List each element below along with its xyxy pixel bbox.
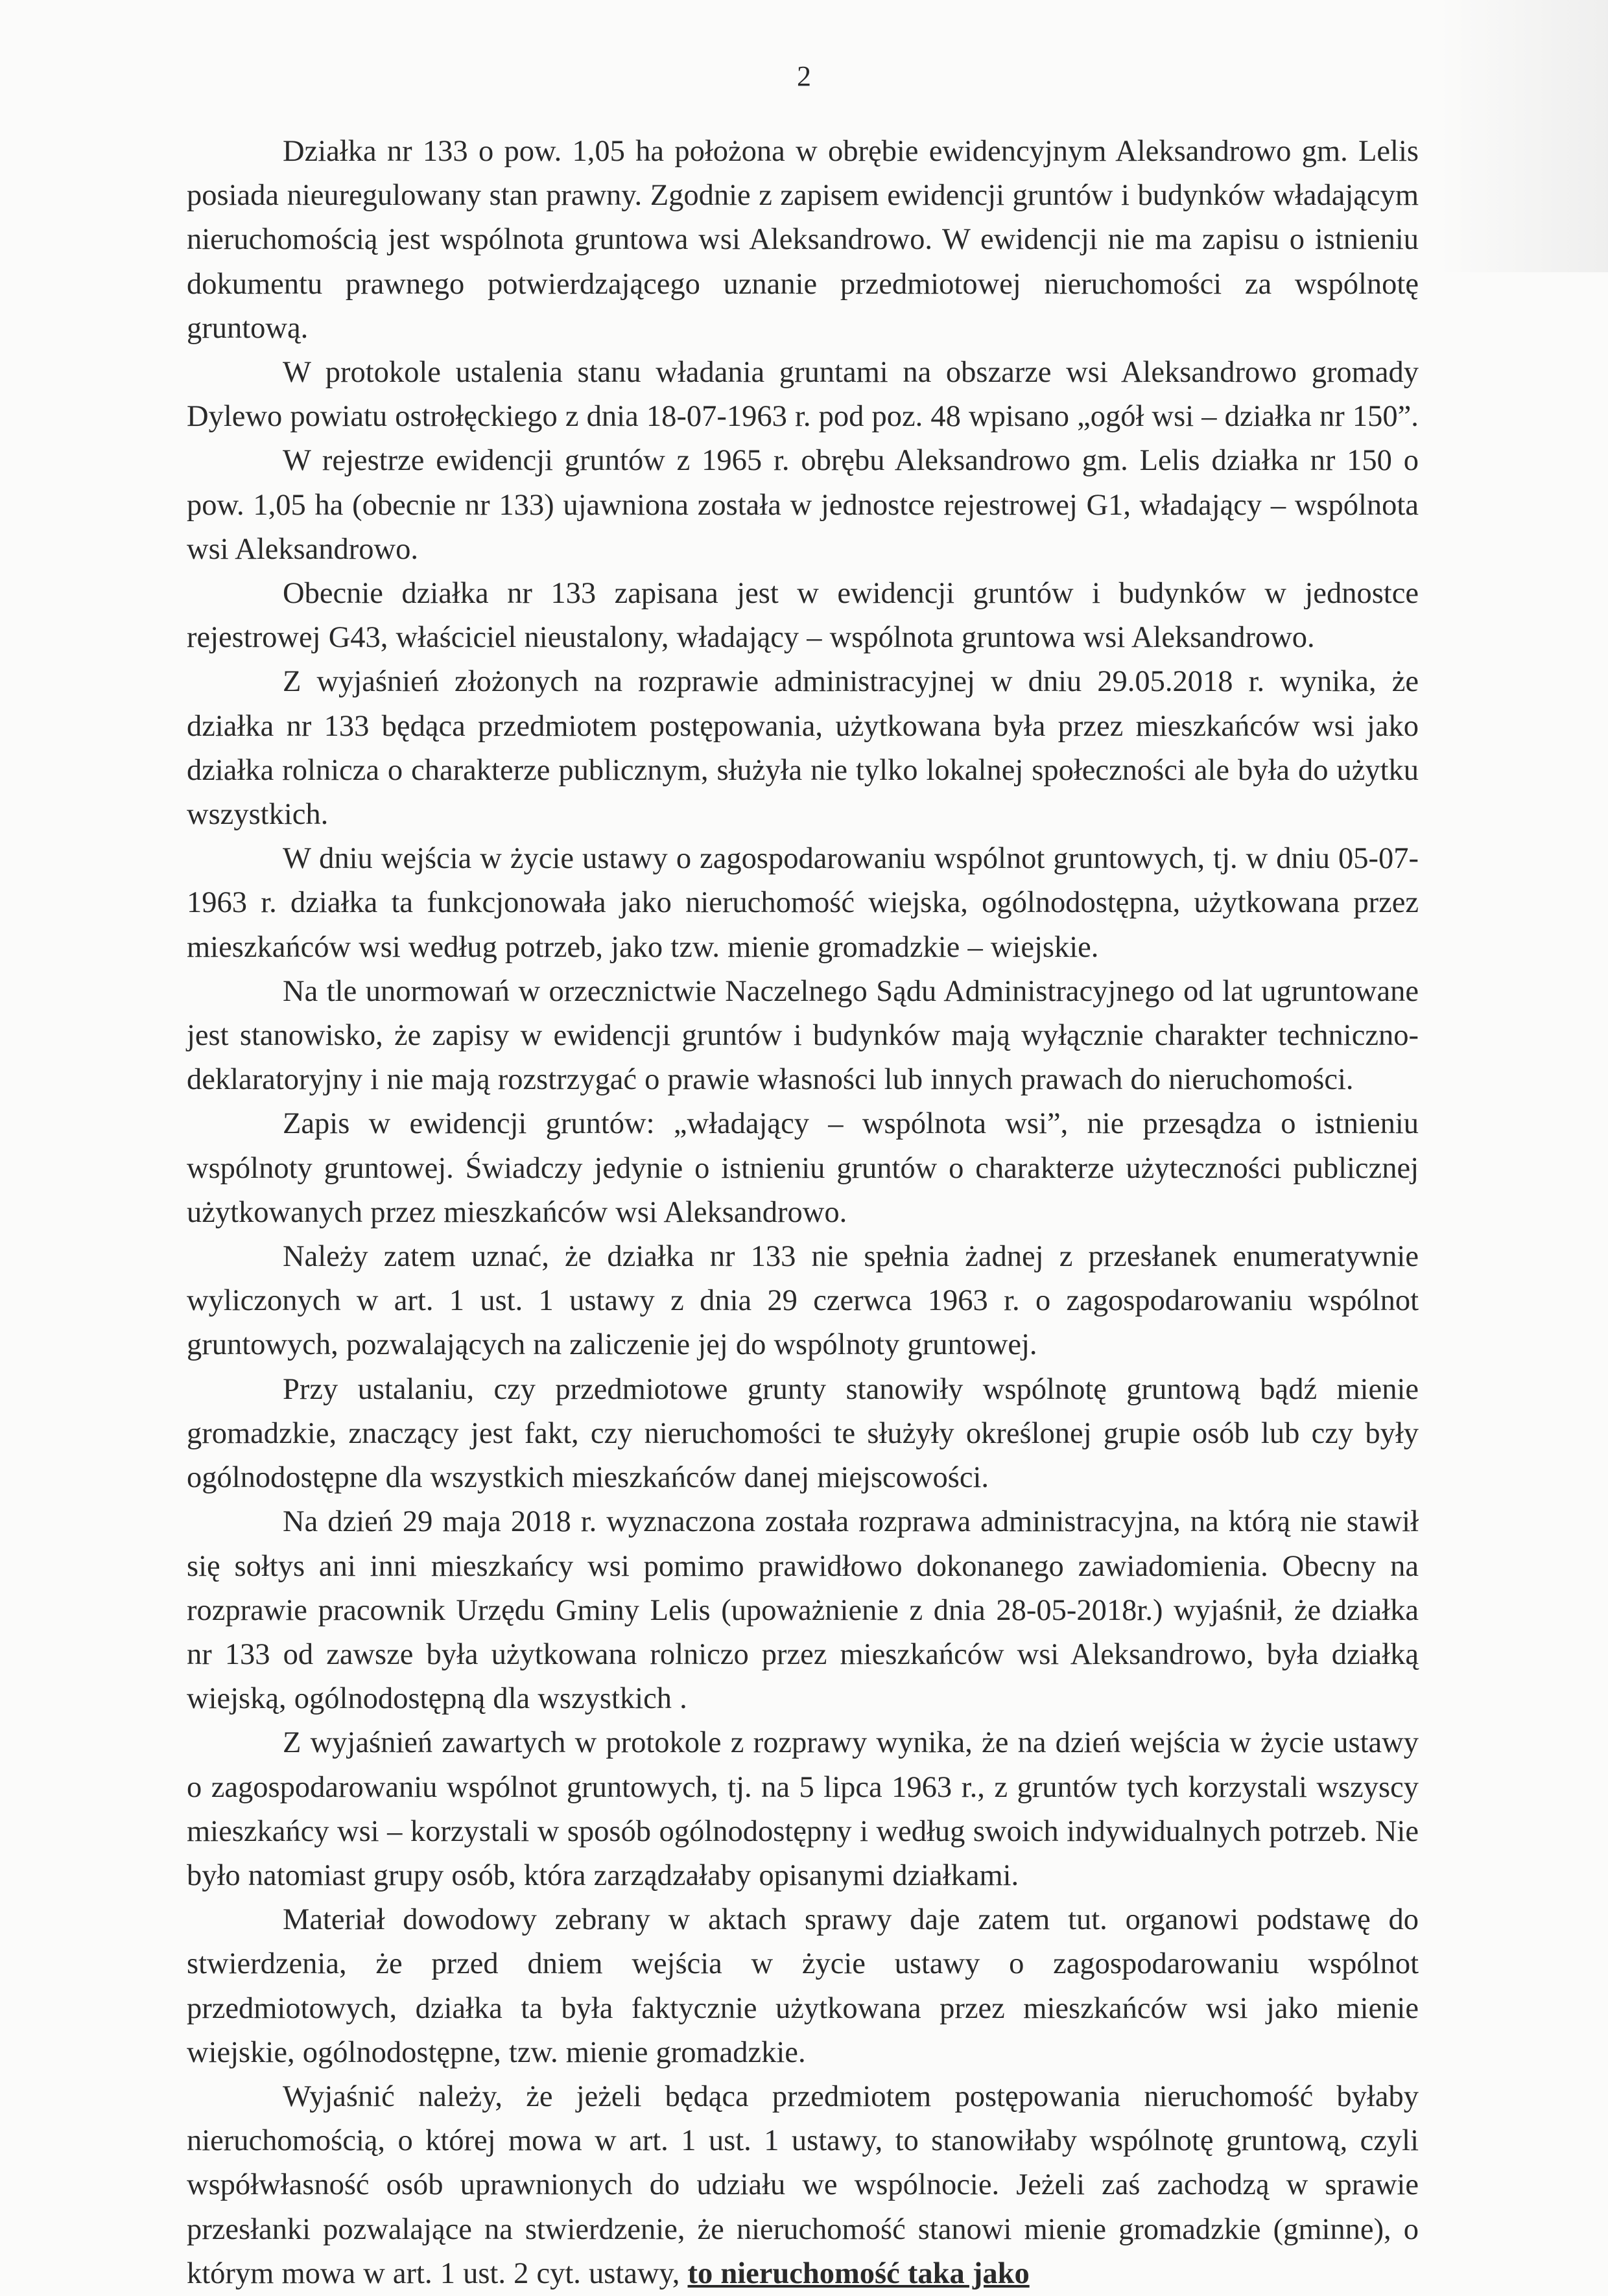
page-number: 2 — [797, 60, 811, 92]
paragraph-10: Przy ustalaniu, czy przedmiotowe grunty stanowiły wspólnotę gruntową bądź mienie gromadzkie, znaczący jest fakt, czy nieruchomości te służyły określonej grupie osób lub czy były ogólnodostępne dla wszystkich mieszkańców danej miejscowości. — [187, 1372, 1419, 1495]
paragraph-12: Z wyjaśnień zawartych w protokole z rozprawy wynika, że na dzień wejścia w życie ustawy o zagospodarowaniu wspólnot gruntowych, tj. na 5 lipca 1963 r., z gruntów tych korzystali wszyscy mieszkańcy wsi – korzystali w sposób ogólnodostępny i według swoich indywidualnych potrzeb. Nie było natomiast grupy osób, która zarządzałaby opisanymi działkami. — [187, 1726, 1419, 1892]
paragraph-4: Obecnie działka nr 133 zapisana jest w ewidencji gruntów i budynków w jednostce rejestrowej G43, właściciel nieustalony, władający – wspólnota gruntowa wsi Aleksandrowo. — [187, 577, 1419, 655]
paragraph-9: Należy zatem uznać, że działka nr 133 nie spełnia żadnej z przesłanek enumeratywnie wyliczonych w art. 1 ust. 1 ustawy z dnia 29 czerwca 1963 r. o zagospodarowaniu wspólnot gruntowych, pozwalających na zaliczenie jej do wspólnoty gruntowej. — [187, 1240, 1419, 1362]
paragraph-13: Materiał dowodowy zebrany w aktach sprawy daje zatem tut. organowi podstawę do stwierdzenia, że przed dniem wejścia w życie ustawy o zagospodarowaniu wspólnot przedmiotowych, działka ta była faktycznie użytkowana przez mieszkańców wsi jako mienie wiejskie, ogólnodostępne, tzw. mienie gromadzkie. — [187, 1903, 1419, 2069]
paragraph-7: Na tle unormowań w orzecznictwie Naczelnego Sądu Administracyjnego od lat ugruntowane jest stanowisko, że zapisy w ewidencji gruntów i budynków mają wyłącznie charakter techniczno-deklaratoryjny i nie mają rozstrzygać o prawie własności lub innych prawach do nieruchomości. — [187, 974, 1419, 1097]
scan-edge-shading — [1439, 0, 1608, 272]
paragraph-2: W protokole ustalenia stanu władania gruntami na obszarze wsi Aleksandrowo gromady Dylewo powiatu ostrołęckiego z dnia 18-07-1963 r. pod poz. 48 wpisano „ogół wsi – działka nr 150”. — [187, 356, 1419, 434]
paragraph-14 — [187, 2075, 1419, 2296]
paragraph-1: Działka nr 133 o pow. 1,05 ha położona w obrębie ewidencyjnym Aleksandrowo gm. Lelis posiada nieuregulowany stan prawny. Zgodnie z zapisem ewidencji gruntów i budynków władającym nieruchomością jest wspólnota gruntowa wsi Aleksandrowo. W ewidencji nie ma zapisu o istnieniu dokumentu prawnego potwierdzającego uznanie przedmiotowej nieruchomości za wspólnotę gruntową. — [187, 135, 1419, 345]
paragraph-8: Zapis w ewidencji gruntów: „władający – wspólnota wsi”, nie przesądza o istnieniu wspólnoty gruntowej. Świadczy jedynie o istnieniu gruntów o charakterze użyteczności publicznej użytkowanych przez mieszkańców wsi Aleksandrowo. — [187, 1107, 1419, 1229]
paragraph-3: W rejestrze ewidencji gruntów z 1965 r. obrębu Aleksandrowo gm. Lelis działka nr 150 o pow. 1,05 ha (obecnie nr 133) ujawniona została w jednostce rejestrowej G1, władający – wspólnota wsi Aleksandrowo. — [187, 444, 1419, 566]
document-body — [187, 130, 1419, 2296]
paragraph-5: Z wyjaśnień złożonych na rozprawie administracyjnej w dniu 29.05.2018 r. wynika, że działka nr 133 będąca przedmiotem postępowania, użytkowana była przez mieszkańców wsi jako działka rolnicza o charakterze publicznym, służyła nie tylko lokalnej społeczności ale była do użytku wszystkich. — [187, 665, 1419, 832]
paragraph-6: W dniu wejścia w życie ustawy o zagospodarowaniu wspólnot gruntowych, tj. w dniu 05-07-1963 r. działka ta funkcjonowała jako nieruchomość wiejska, ogólnodostępna, użytkowana przez mieszkańców wsi według potrzeb, jako tzw. mienie gromadzkie – wiejskie. — [187, 842, 1419, 964]
paragraph-11: Na dzień 29 maja 2018 r. wyznaczona została rozprawa administracyjna, na którą nie stawił się sołtys ani inni mieszkańcy wsi pomimo prawidłowo dokonanego zawiadomienia. Obecny na rozprawie pracownik Urzędu Gminy Lelis (upoważnienie z dnia 28-05-2018r.) wyjaśnił, że działka nr 133 od zawsze była użytkowana rolniczo przez mieszkańców wsi Aleksandrowo, była działką wiejską, ogólnodostępną dla wszystkich . — [187, 1505, 1419, 1716]
paragraph-14-text: Wyjaśnić należy, że jeżeli będąca przedmiotem postępowania nieruchomość byłaby nieruchomością, o której mowa w art. 1 ust. 1 ustawy, to stanowiłaby wspólnotę gruntową, czyli współwłasność osób uprawnionych do udziału we wspólnocie. Jeżeli zaś zachodzą w sprawie przesłanki pozwalające na stwierdzenie, że nieruchomość stanowi mienie gromadzkie (gminne), o którym mowa w art. 1 ust. 2 cyt. ustawy, — [187, 2079, 1419, 2290]
emphasized-phrase: to nieruchomość taka jako — [687, 2256, 1030, 2290]
